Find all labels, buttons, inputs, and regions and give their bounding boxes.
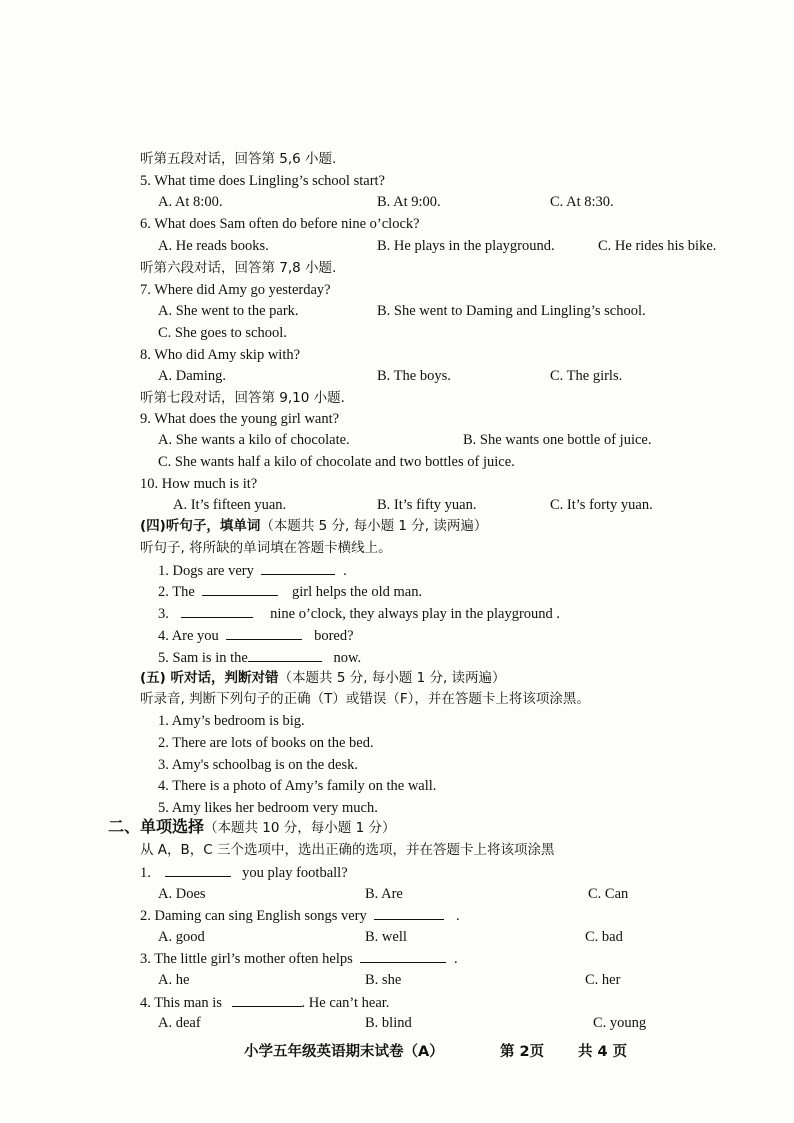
dialogue-5-instruction: 听第五段对话，回答第 5,6 小题.	[140, 151, 337, 167]
part-2-heading	[108, 818, 395, 837]
q10-option-c: C. It’s forty yuan.	[550, 497, 653, 513]
question-7: 7. Where did Amy go yesterday?	[140, 282, 331, 298]
question-9: 9. What does the young girl want?	[140, 411, 340, 427]
fill-item-1-text: 1. Dogs are very	[158, 563, 254, 579]
choice-1-option-c: C. Can	[588, 886, 629, 902]
fill-item-3-text: 3.	[158, 606, 169, 622]
fill-item-1	[158, 561, 347, 580]
q5-option-c: C. At 8:30.	[550, 194, 614, 210]
choice-question-4-text: 4. This man is	[140, 995, 222, 1011]
choice-4-option-b: B. blind	[365, 1015, 412, 1031]
section-4-instruction: 听句子, 将所缺的单词填在答题卡横线上。	[140, 540, 392, 556]
judge-item-4: 4. There is a photo of Amy’s family on the wall.	[158, 778, 437, 794]
question-6: 6. What does Sam often do before nine o’clock?	[140, 216, 420, 232]
question-5: 5. What time does Lingling’s school start?	[140, 173, 385, 189]
answer-blank	[232, 993, 302, 1007]
choice-2-option-b: B. well	[365, 929, 407, 945]
fill-item-5-text: 5. Sam is in the	[158, 650, 248, 666]
q9-option-a: A. She wants a kilo of chocolate.	[158, 432, 350, 448]
q6-option-a: A. He reads books.	[158, 238, 269, 254]
choice-question-2-text: 2. Daming can sing English songs very	[140, 908, 367, 924]
fill-item-2-text: 2. The	[158, 584, 195, 600]
answer-blank	[226, 626, 302, 640]
part-2-title: 二、单项选择	[108, 817, 205, 836]
fill-item-4-end: bored?	[314, 628, 354, 644]
q9-option-c: C. She wants half a kilo of chocolate and two bottles of juice.	[158, 454, 515, 470]
q8-option-b: B. The boys.	[377, 368, 451, 384]
q6-option-c: C. He rides his bike.	[598, 238, 717, 254]
judge-item-1: 1. Amy’s bedroom is big.	[158, 713, 305, 729]
footer-total-pages: 共 4 页	[578, 1044, 628, 1060]
choice-question-2	[140, 906, 460, 925]
choice-3-option-a: A. he	[158, 972, 190, 988]
section-4-heading	[140, 517, 487, 535]
answer-blank	[165, 863, 231, 877]
answer-blank	[261, 561, 335, 575]
choice-1-option-b: B. Are	[365, 886, 403, 902]
choice-question-3-text: 3. The little girl’s mother often helps	[140, 951, 353, 967]
footer-title: 小学五年级英语期末试卷（A）	[244, 1044, 444, 1060]
choice-question-3	[140, 949, 458, 968]
part-2-instruction: 从 A，B，C 三个选项中，选出正确的选项，并在答题卡上将该项涂黑	[140, 842, 555, 858]
choice-question-1-text: 1.	[140, 865, 151, 881]
fill-item-4	[158, 626, 354, 645]
section-5-note: （本题共 5 分, 每小题 1 分, 读两遍）	[278, 670, 506, 686]
q6-option-b: B. He plays in the playground.	[377, 238, 555, 254]
answer-blank	[360, 949, 446, 963]
part-2-note: （本题共 10 分，每小题 1 分）	[204, 820, 396, 836]
dialogue-7-instruction: 听第七段对话，回答第 9,10 小题.	[140, 390, 345, 406]
dialogue-6-instruction: 听第六段对话，回答第 7,8 小题.	[140, 260, 337, 276]
fill-item-3-end: nine o’clock, they always play in the playground .	[270, 606, 561, 622]
q8-option-a: A. Daming.	[158, 368, 227, 384]
choice-3-option-c: C. her	[585, 972, 621, 988]
answer-blank	[248, 648, 322, 662]
q10-option-a: A. It’s fifteen yuan.	[173, 497, 287, 513]
judge-item-3: 3. Amy's schoolbag is on the desk.	[158, 757, 358, 773]
q10-option-b: B. It’s fifty yuan.	[377, 497, 477, 513]
footer-page-number: 第 2页	[500, 1044, 545, 1060]
fill-item-3	[158, 604, 560, 623]
question-8: 8. Who did Amy skip with?	[140, 347, 301, 363]
section-5-heading	[140, 669, 506, 687]
answer-blank	[374, 906, 444, 920]
choice-question-3-end: .	[454, 951, 458, 967]
choice-question-1-end: you play football?	[242, 865, 348, 881]
question-10: 10. How much is it?	[140, 476, 258, 492]
q7-option-a: A. She went to the park.	[158, 303, 299, 319]
section-4-note: （本题共 5 分, 每小题 1 分, 读两遍）	[260, 518, 488, 534]
judge-item-2: 2. There are lots of books on the bed.	[158, 735, 374, 751]
q7-option-c: C. She goes to school.	[158, 325, 287, 341]
choice-2-option-a: A. good	[158, 929, 205, 945]
judge-item-5: 5. Amy likes her bedroom very much.	[158, 800, 378, 816]
choice-4-option-a: A. deaf	[158, 1015, 201, 1031]
choice-question-4-end: . He can’t hear.	[301, 995, 390, 1011]
choice-question-4	[140, 993, 389, 1012]
choice-question-2-end: .	[456, 908, 460, 924]
section-5-title: (五) 听对话，判断对错	[140, 670, 279, 686]
choice-3-option-b: B. she	[365, 972, 402, 988]
choice-4-option-c: C. young	[593, 1015, 647, 1031]
section-5-instruction: 听录音, 判断下列句子的正确（T）或错误（F），并在答题卡上将该项涂黑。	[140, 691, 590, 707]
choice-2-option-c: C. bad	[585, 929, 623, 945]
answer-blank	[202, 582, 278, 596]
answer-blank	[181, 604, 253, 618]
fill-item-2	[158, 582, 422, 601]
q5-option-b: B. At 9:00.	[377, 194, 441, 210]
q7-option-b: B. She went to Daming and Lingling’s school.	[377, 303, 646, 319]
section-4-title: (四)听句子，填单词	[140, 518, 261, 534]
fill-item-1-end: .	[343, 563, 347, 579]
choice-1-option-a: A. Does	[158, 886, 206, 902]
q5-option-a: A. At 8:00.	[158, 194, 223, 210]
fill-item-5	[158, 648, 361, 667]
fill-item-4-text: 4. Are you	[158, 628, 219, 644]
fill-item-5-end: now.	[333, 650, 362, 666]
choice-question-1	[140, 863, 348, 882]
fill-item-2-end: girl helps the old man.	[292, 584, 423, 600]
q9-option-b: B. She wants one bottle of juice.	[463, 432, 652, 448]
q8-option-c: C. The girls.	[550, 368, 623, 384]
